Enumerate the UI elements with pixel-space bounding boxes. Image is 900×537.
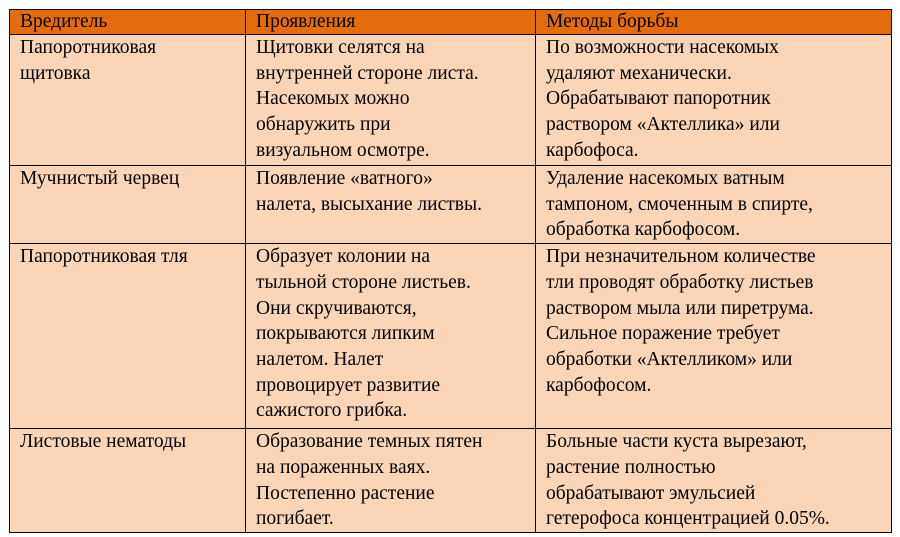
methods-cell (536, 166, 892, 244)
table-header (10, 10, 892, 35)
symptoms-cell (246, 35, 536, 166)
cell-line: карбофоса. (546, 139, 639, 161)
cell-line: Образует колонии на (256, 246, 430, 268)
pest-cell (10, 166, 246, 244)
cell-line: тампоном, смоченным в спирте, (546, 193, 813, 215)
symptoms-cell (246, 244, 536, 429)
cell-line: раствором мыла или пиретрума. (546, 297, 814, 319)
cell-line: удаляют механически. (546, 62, 732, 84)
methods-cell (536, 429, 892, 533)
header-row (10, 10, 892, 35)
cell-line: тыльной стороне листьев. (256, 271, 471, 293)
cell-line: обработка карбофосом. (546, 219, 741, 241)
cell-line: налетом. Налет (256, 348, 384, 370)
cell-line: Щитовки селятся на (256, 37, 425, 58)
cell-line: При незначительном количестве (546, 246, 816, 268)
symptoms-cell (246, 429, 536, 533)
header-methods: Методы борьбы (536, 10, 892, 35)
pest-cell (10, 244, 246, 429)
pest-control-table (9, 9, 892, 533)
pest-cell (10, 35, 246, 166)
cell-line: Они скручиваются, (256, 297, 417, 319)
cell-line: раствором «Актеллика» или (546, 114, 780, 136)
header-pest: Вредитель (10, 10, 246, 35)
cell-line: Мучнистый червец (20, 168, 180, 189)
cell-line: обрабатывают эмульсией (546, 482, 756, 504)
pest-cell (10, 429, 246, 533)
header-symptoms: Проявления (246, 10, 536, 35)
cell-line: Папоротниковая (20, 37, 157, 58)
cell-line: Образование темных пятен (256, 431, 483, 453)
cell-line: Появление «ватного» (256, 168, 433, 189)
table-row (10, 166, 892, 244)
cell-line: налета, высыхание листвы. (256, 193, 482, 215)
cell-line: Насекомых можно (256, 88, 410, 110)
methods-cell (536, 35, 892, 166)
cell-line: обнаружить при (256, 114, 391, 136)
cell-line: сажистого грибка. (256, 400, 408, 422)
table-row (10, 244, 892, 429)
cell-line: обработки «Актелликом» или (546, 348, 793, 370)
cell-line: Удаление насекомых ватным (546, 168, 785, 189)
cell-line: провоцирует развитие (256, 374, 441, 396)
cell-line: Папоротниковая тля (20, 246, 188, 268)
cell-line: тли проводят обработку листьев (546, 271, 814, 293)
cell-line: Листовые нематоды (20, 431, 187, 453)
cell-line: щитовка (20, 62, 91, 84)
table-body (10, 35, 892, 533)
cell-line: Больные части куста вырезают, (546, 431, 807, 453)
cell-line: растение полностью (546, 456, 716, 478)
methods-cell (536, 244, 892, 429)
cell-line: Обрабатывают папоротник (546, 88, 771, 110)
cell-line: По возможности насекомых (546, 37, 779, 58)
cell-line: покрываются липким (256, 323, 435, 345)
cell-line: карбофосом. (546, 374, 652, 396)
table-row (10, 35, 892, 166)
cell-line: визуальном осмотре. (256, 139, 430, 161)
cell-line: внутренней стороне листа. (256, 62, 479, 84)
cell-line: на пораженных ваях. (256, 456, 431, 478)
symptoms-cell (246, 166, 536, 244)
cell-line: Постепенно растение (256, 482, 435, 504)
cell-line: Сильное поражение требует (546, 323, 780, 345)
cell-line: погибает. (256, 508, 334, 530)
table-row (10, 429, 892, 533)
cell-line: гетерофоса концентрацией 0.05%. (546, 508, 830, 530)
